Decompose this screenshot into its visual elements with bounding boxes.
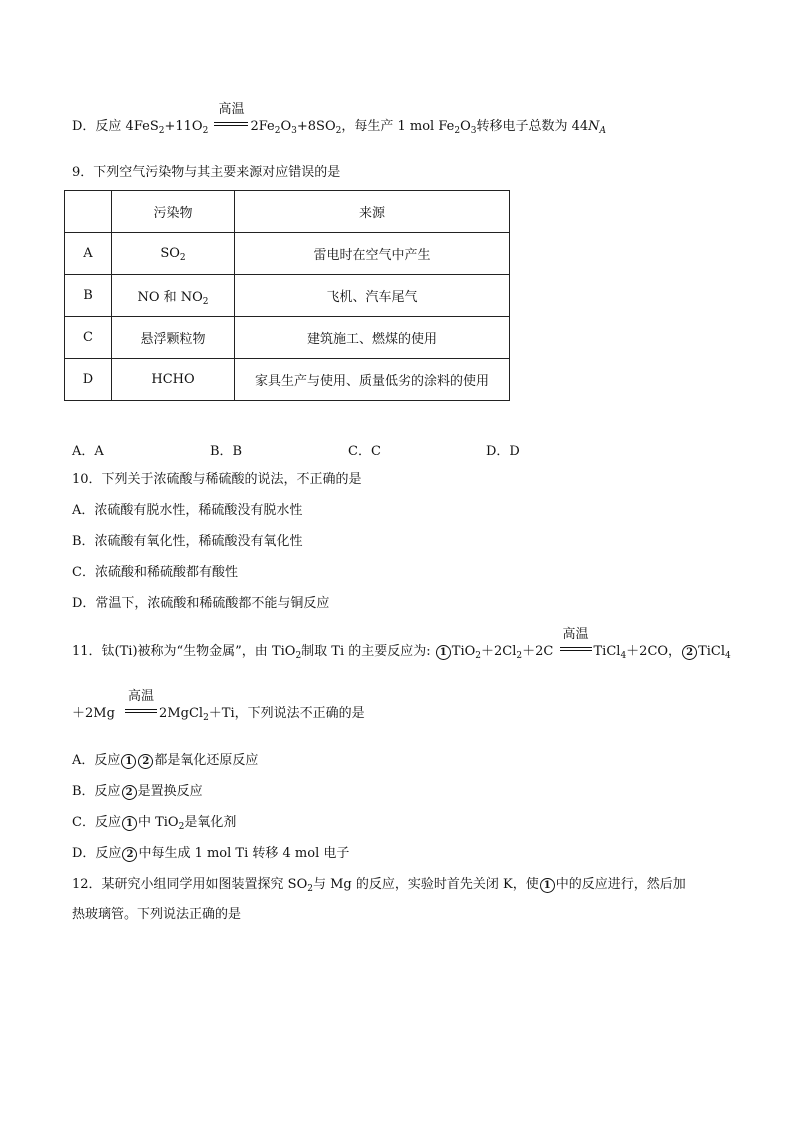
q12-stem-line1: 12．某研究小组同学用如图装置探究 $SO_2$与 Mg 的反应，实验时首先关闭 K，使 1 中的反应进行，然后加 xyxy=(72,877,686,894)
table-row: A $SO_2$ 雷电时在空气中产生 xyxy=(65,233,510,275)
q9-option-b: B．B xyxy=(210,444,243,459)
q12-stem-line2: 热玻璃管。下列说法正确的是 xyxy=(72,907,242,922)
q8-option-d: D．反应 $4FeS_2+11O_2$ 高温 $2Fe_2O_3+8SO_2$，每生产 1 mol $Fe_2O_3$转移电子总数为 $44N_A$ xyxy=(72,102,607,136)
reaction-condition: 高温 xyxy=(214,118,248,136)
q9-stem: 9．下列空气污染物与其主要来源对应错误的是 xyxy=(72,165,341,180)
q9-table xyxy=(64,190,510,401)
q10-option-c: C．浓硫酸和稀硫酸都有酸性 xyxy=(72,565,238,580)
q11-option-d: D．反应 2 中每生成 1 mol Ti 转移 4 mol 电子 xyxy=(72,846,350,861)
q10-option-b: B．浓硫酸有氧化性，稀硫酸没有氧化性 xyxy=(72,534,303,549)
q11-option-a: A．反应 1 2 都是氧化还原反应 xyxy=(72,753,259,768)
reaction-condition: 高温 xyxy=(125,705,157,723)
table-row: D HCHO 家具生产与使用、质量低劣的涂料的使用 xyxy=(65,359,510,401)
reaction-condition: 高温 xyxy=(560,643,592,661)
table-row: B NO 和 $NO_2$ 飞机、汽车尾气 xyxy=(65,275,510,317)
q9-option-a: A．A xyxy=(72,444,104,459)
q11-stem-line2: ＋2Mg 高温 2MgCl$_2$＋Ti，下列说法不正确的是 xyxy=(72,689,365,723)
q10-option-d: D．常温下，浓硫酸和稀硫酸都不能与铜反应 xyxy=(72,596,330,611)
circled-number-2: 2 xyxy=(682,645,697,660)
table-row: C 悬浮颗粒物 建筑施工、燃煤的使用 xyxy=(65,317,510,359)
header-pollutant: 污染物 xyxy=(112,191,235,233)
circled-number-1: 1 xyxy=(436,645,451,660)
q9-option-c: C．C xyxy=(348,444,381,459)
q11-option-b: B．反应 2 是置换反应 xyxy=(72,784,203,799)
circled-number-1: 1 xyxy=(540,878,555,893)
q11-option-c: C．反应 1 中 TiO$_2$是氧化剂 xyxy=(72,815,237,832)
header-source: 来源 xyxy=(235,191,510,233)
q9-option-d: D．D xyxy=(486,444,520,459)
table-header-row xyxy=(65,191,510,233)
q10-option-a: A．浓硫酸有脱水性，稀硫酸没有脱水性 xyxy=(72,503,303,518)
q10-stem: 10．下列关于浓硫酸与稀硫酸的说法，不正确的是 xyxy=(72,472,362,487)
q11-stem-line1: 11．钛(Ti)被称为“生物金属”，由 TiO$_2$制取 Ti 的主要反应为: 1 $TiO_2+2Cl_2+2C$ 高温 TiCl$_4$＋2CO， 2 TiCl$_4$ xyxy=(72,627,731,661)
